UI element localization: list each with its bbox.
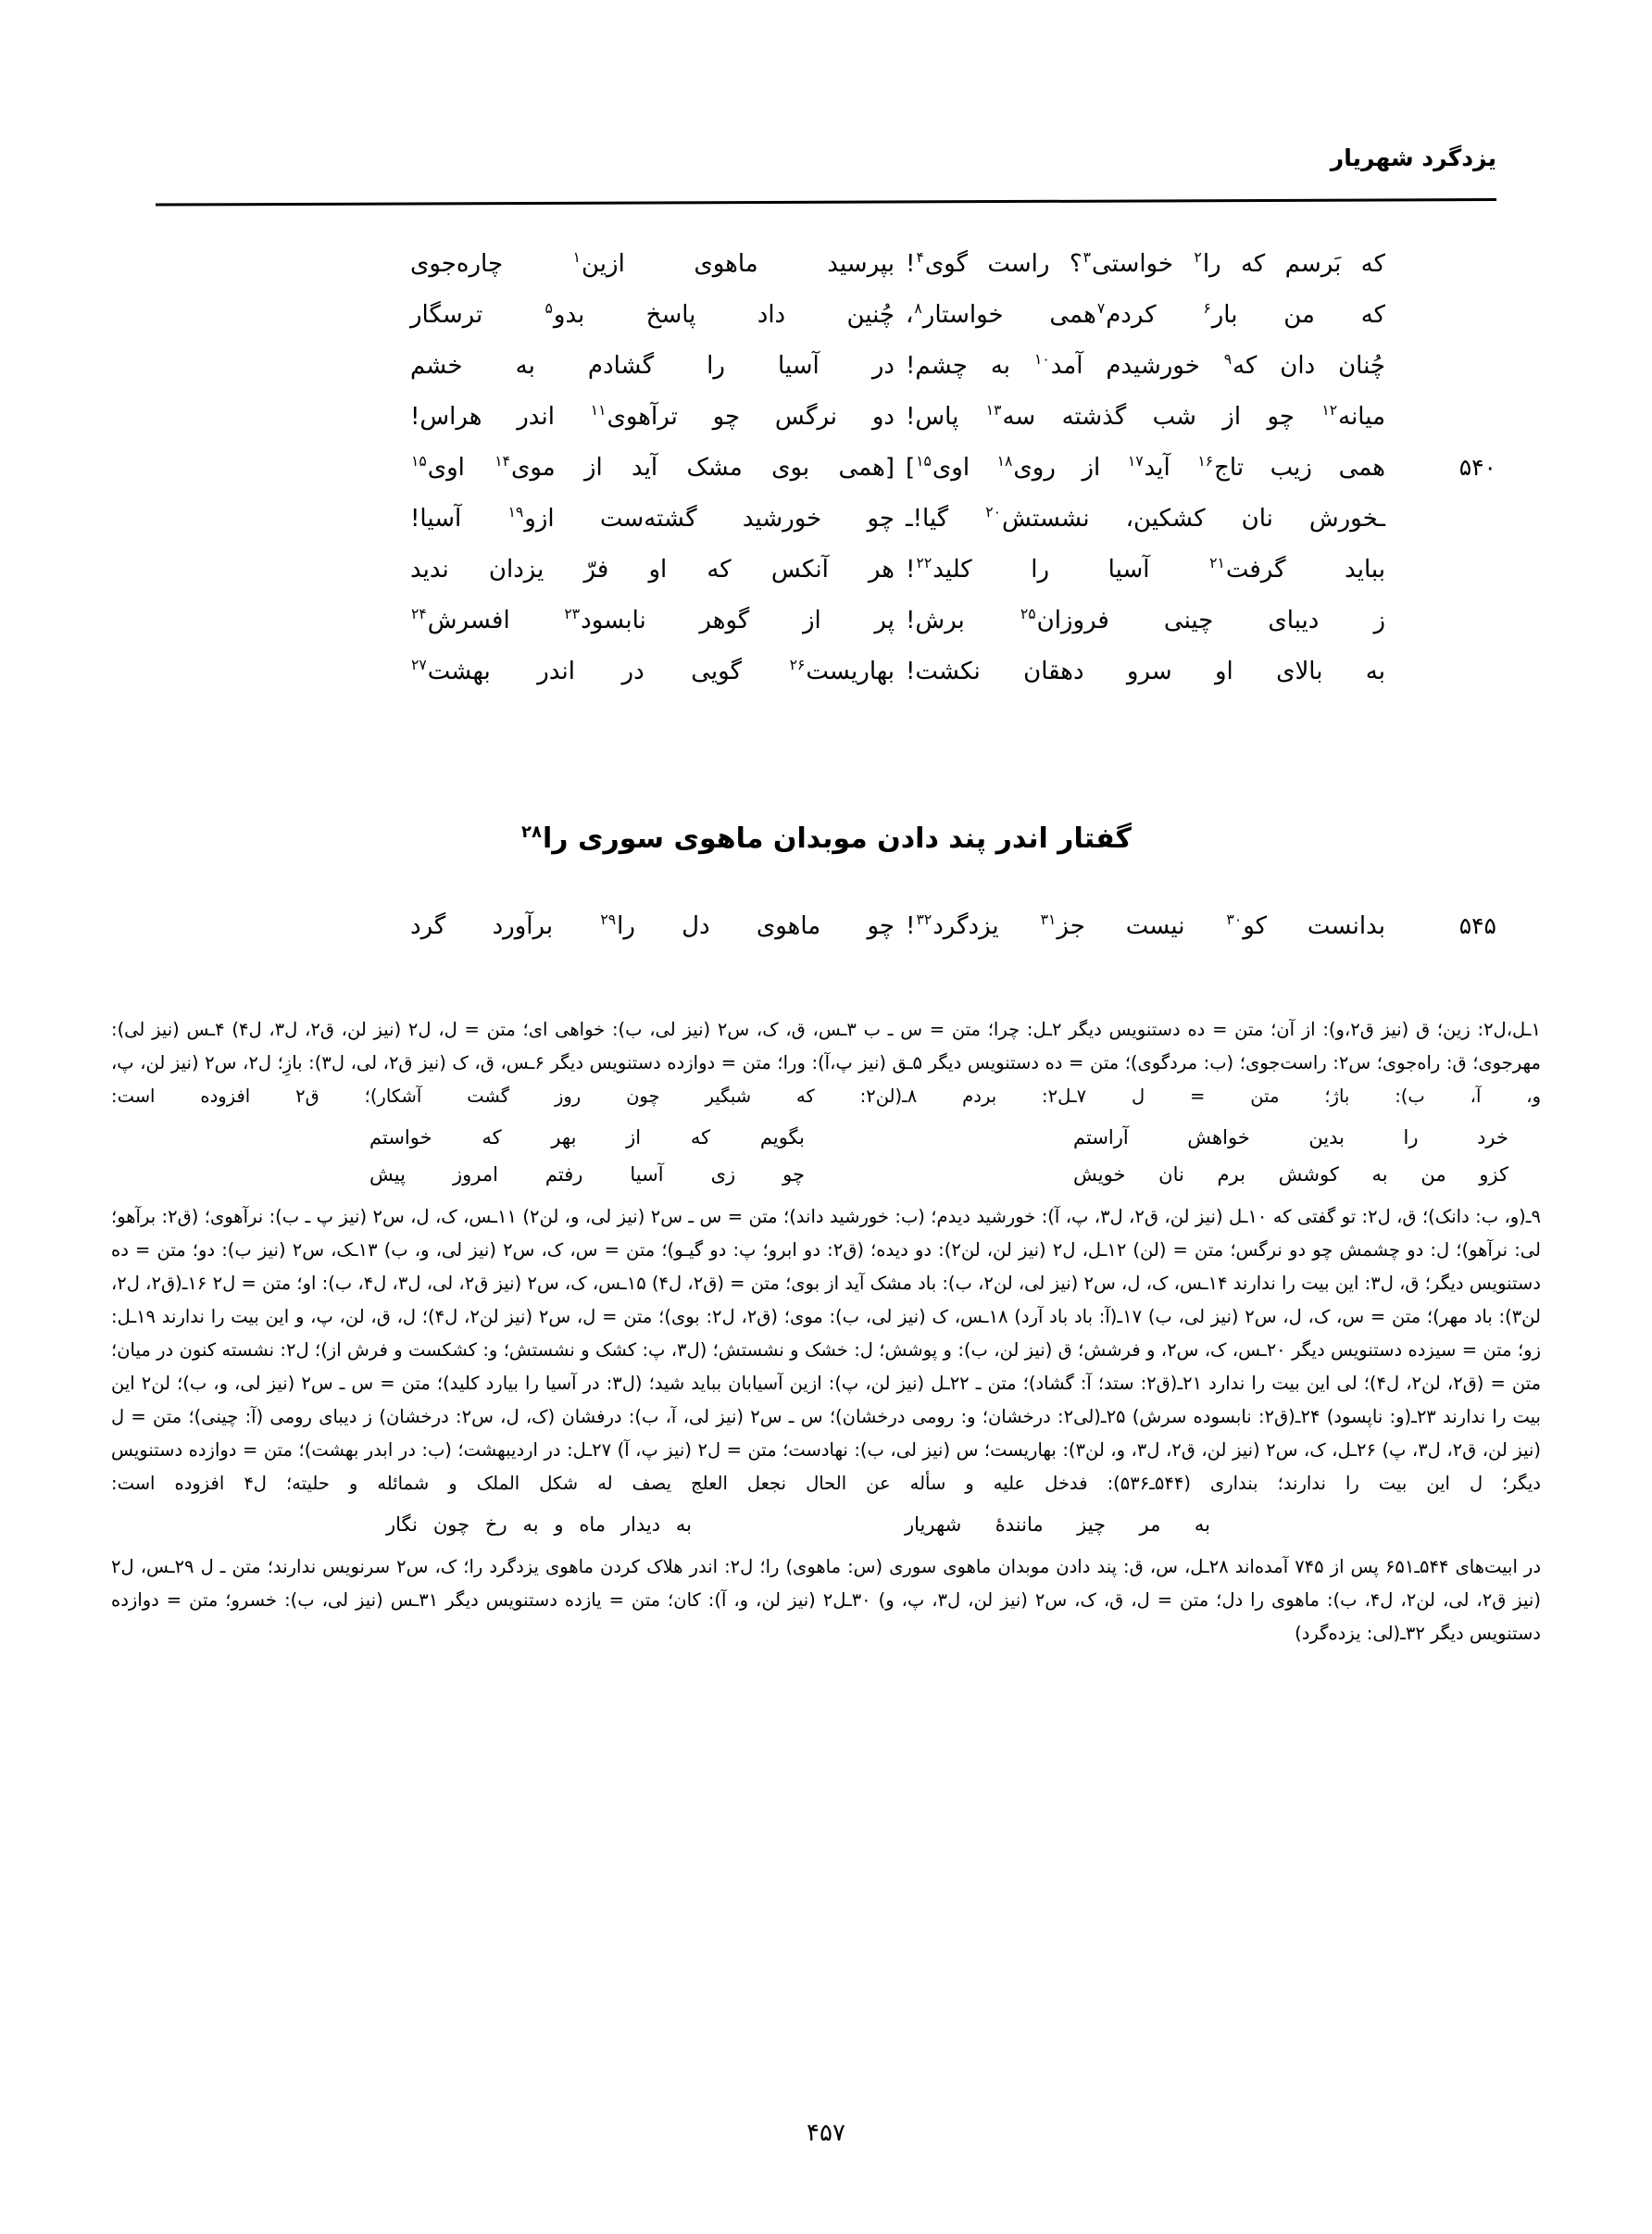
footnote-marker: ۵ — [544, 300, 553, 318]
hemistich-b-tail2: ؟ راست گوی — [924, 250, 1083, 278]
footnote-marker: ۲۶ — [789, 657, 806, 674]
hemistich-b — [900, 556, 1391, 584]
footnote-marker: ۴ — [916, 249, 924, 267]
hemistich-b-text: میانه — [1338, 403, 1385, 431]
hemistich-b-text: به بالای او سرو دهقان نکشت! — [906, 658, 1385, 685]
hemistich-a — [405, 658, 900, 685]
footnote-marker: ۱۲ — [1321, 402, 1338, 420]
hemistich-b-tail: چو از شب گذشته سه — [1002, 403, 1321, 431]
hemistich-b-text: ز دیبای چینی فروزان — [1036, 607, 1386, 634]
verse-row — [156, 912, 1496, 963]
quoted-couplets-block-2 — [111, 1506, 1541, 1543]
footnote-marker: ۲۰ — [985, 504, 1001, 521]
closing-bracket: ] — [906, 454, 916, 482]
hemistich-a-text: چو خورشید گشته‌ست ازو — [524, 505, 895, 533]
hemistich-a — [405, 912, 900, 940]
hemistich-a-tail: گویی در اندر بهشت — [427, 658, 789, 685]
verse-row — [156, 607, 1496, 658]
hemistich-a-text: هر آنکس که او فرّ یزدان ندید — [410, 556, 895, 584]
hemistich-b-text: همی زیب تاج — [1214, 454, 1385, 482]
hemistich-a-text: چو ماهوی دل را — [617, 912, 895, 940]
footnote-marker: ۹ — [1223, 351, 1233, 369]
hemistich-a — [405, 607, 900, 634]
footnote-marker: ۲۴ — [411, 606, 427, 623]
hemistich-a — [405, 301, 900, 329]
verse-row — [156, 454, 1496, 505]
apparatus-paragraph-2: ۹ـ(و، ب: دانک)؛ ق، ل۲: تو گفتی که ۱۰ـل (نیز لن، ق۲، ل۳، پ، آ): خورشید دیدم؛ (ب: خورشید داند)؛ متن = س ـ س۲ (نیز لی، و، لن۲) ۱۱ـس، ک، ل، س۲ (نیز پ ـ ب): نرآهوی؛ (ق۲: برآهو؛ لی: نرآهو)؛ ل: دو چشمش چو دو نرگس؛ متن = (لن) ۱۲ـل، ل۲ (نیز لن، لن۲): دو دیده؛ (ق۲: دو ابرو؛ پ: دو گیـو)؛ متن = س، ک، س۲ (نیز لی، و، ب) ۱۳ـک، س۲ (نیز ب): دو؛ متن = ده دستنویس دیگر؛ ق، ل۳: این بیت را ندارند ۱۴ـس، ک، ل، س۲ (نیز لی، لن۲، ب): باد مشک آید از بوی؛ متن = (ق۲، ل۴) ۱۵ـس، ک، س۲ (نیز ق۲، لی، ل۳، ل۴، ب): او؛ متن = ل۲ ۱۶ـ(ق۲، ل۲، لن۳): باد مهر)؛ متن = س، ک، ل، س۲ (نیز لی، ب) ۱۷ـ(آ: باد باد آرد) ۱۸ـس، ک (نیز لی، ب): موی؛ (ق۲، ل۲: بوی)؛ متن = ل، س۲ (نیز لن۲، ل۴)؛ ل، ق، لن، پ، و این بیت را ندارند ۱۹ـل: زو؛ متن = سیزده دستنویس دیگر ۲۰ـس، ک، س۲، و فرشش؛ ق (نیز لن، ب): و پوشش؛ ل: خشک و نشستش؛ (ل۳، پ: کشک و نشستش؛ و: کشکست و فرش از)؛ ل۲: نشسته کنون در میان؛ متن = (ق۲، لن۲، ل۴)؛ لی این بیت را ندارد ۲۱ـ(ق۲: ستد؛ آ: گشاد)؛ متن ـ ۲۲ـل (نیز لن، پ): ازین آسیابان بباید شید؛ (ل۳: در آسیا را بیارد کلید)؛ متن = س ـ س۲ (نیز لی، و، ب)؛ لن۲ این بیت را ندارند ۲۳ـ(و: ناپسود) ۲۴ـ(ق۲: نابسوده سرش) ۲۵ـ(لی۲: درخشان؛ و: رومی درخشان)؛ س ـ س۲ (نیز لی، آ، ب): درفشان (ک، ل، س۲: درخشان) ز دیبای رومی (آ: چینی)؛ متن = ل (نیز لن، ق۲، ل۳، پ) ۲۶ـل، ک، س۲ (نیز لن، ق۲، ل۳، و، لن۳): بهاریست؛ س (نیز لی، ب): نهادست؛ متن = ل۲ (نیز پ، آ) ۲۷ـل: در اردیبهشت؛ (ب: در ابدر بهشت)؛ متن = دوازده دستنویس دیگر؛ ل این بیت را ندارند؛ بنداری (۵۴۴ـ۵۳۶): فدخل علیه و سأله عن الحال نجعل العلج یصف له شکل الملک و شمائله و حلیته؛ ل۴ افزوده است: — [111, 1206, 1542, 1494]
apparatus-paragraph-3: در ابیت‌های ۵۴۴ـ۶۵۱ پس از ۷۴۵ آمده‌اند ۲۸ـل، س، ق: پند دادن موبدان ماهوی سوری (س: ماهوی) را؛ ل۲: اندر هلاک کردن ماهوی یزدگرد را؛ ک، س۲ سرنویس ندارند؛ متن ـ ل ۲۹ـس، ل۲ (نیز ق۲، لی، لن۲، ل۴، ب): ماهوی را دل؛ متن = ل، ق، ک، س۲ (نیز لن، ل۳، پ، و) ۳۰ـل۲ (نیز لن، و، آ): کان؛ متن = یازده دستنویس دیگر ۳۱ـس (نیز لی، ب): خسرو؛ متن = دوازده دستنویس دیگر ۳۲ـ(لی: یزده‌گرد) — [111, 1556, 1542, 1644]
footnote-marker: ۱۸ — [996, 453, 1013, 471]
verse-row — [156, 352, 1496, 403]
hemistich-a — [405, 454, 900, 482]
hemistich-a-tail: برآورد گرد — [410, 912, 600, 940]
verse-number: ۵۴۵ — [1458, 912, 1496, 939]
hemistich-b — [900, 658, 1391, 685]
footnote-marker: ۲۸ — [520, 822, 542, 842]
hemistich-a-tail: اوی — [427, 454, 494, 482]
footnote-marker: ۳۰ — [1226, 911, 1243, 929]
verse-number: ۵۴۰ — [1458, 454, 1496, 481]
hemistich-a-tail: اندر هراس! — [410, 403, 590, 431]
footnote-marker: ۸ — [914, 300, 922, 318]
hemistich-b-tail: کردم — [1106, 301, 1203, 329]
quoted-hemistich-a: چو زی آسیا رفتم امروز پیش — [369, 1163, 805, 1186]
footnote-marker: ۱۵ — [411, 453, 427, 471]
footnote-marker: ۲۳ — [564, 606, 581, 623]
hemistich-a-tail: چاره‌جوی — [410, 250, 572, 278]
quoted-hemistich-a: بگویم که از بهر که خواستم — [369, 1126, 805, 1148]
footnote-marker: ۷ — [1096, 300, 1106, 318]
hemistich-b-tail: آسیا را کلید — [932, 556, 1209, 584]
running-head-area — [156, 144, 1496, 219]
footnote-marker: ۱۹ — [507, 504, 524, 521]
hemistich-a-tail: افسرش — [427, 607, 564, 634]
hemistich-a-text: در آسیا را گشادم به خشم — [410, 352, 895, 380]
folio-number: ۴۵۷ — [807, 2119, 845, 2147]
quoted-hemistich-b: کزو من به کوشش برم نان خویش — [1073, 1163, 1508, 1186]
hemistich-b-tail2: ! — [906, 556, 916, 584]
verse-row — [156, 556, 1496, 607]
hemistich-a-text: بپرسید ماهوی ازین — [582, 250, 895, 278]
hemistich-b-tail2: همی خواستار — [922, 301, 1096, 329]
verse-row — [156, 505, 1496, 556]
hemistich-b-tail2: یزدگرد — [932, 912, 1040, 940]
hemistich-b-text: که بَرسم که را — [1202, 250, 1385, 278]
hemistich-a-text: چُنین داد پاسخ بدو — [553, 301, 895, 329]
footnote-marker: ۲۲ — [916, 555, 932, 572]
verse-row — [156, 301, 1496, 352]
hemistich-b-tail: برش! — [906, 607, 1020, 634]
hemistich-b-text: ـخورش نان کشکین، نشستش — [1001, 505, 1386, 533]
quoted-hemistich-a: به دیدار ماه و به رخ چون نگار — [386, 1513, 692, 1536]
footnote-marker: ۶ — [1203, 300, 1211, 318]
hemistich-b-tail3: اوی — [932, 454, 996, 482]
hemistich-a-text: پر از گوهر نابسود — [581, 607, 895, 634]
running-head-title: یزدگرد شهریار — [1330, 144, 1496, 171]
footnote-marker: ۱۰ — [1033, 351, 1050, 369]
footnote-marker: ۱۳ — [985, 402, 1002, 420]
footnote-marker: ۲۵ — [1020, 606, 1036, 623]
hemistich-b — [900, 505, 1391, 533]
verse-row — [156, 403, 1496, 454]
hemistich-b-tail: آید — [1144, 454, 1197, 482]
hemistich-a-text: بهاریست — [806, 658, 895, 685]
hemistich-a-text: [همی بوی مشک آید از موی — [510, 454, 895, 482]
hemistich-b — [900, 250, 1391, 278]
hemistich-b-tail: خواستی — [1092, 250, 1194, 278]
footnote-marker: ۱۷ — [1127, 453, 1144, 471]
footnote-marker: ۲۱ — [1209, 555, 1225, 572]
critical-apparatus — [111, 1013, 1541, 1650]
hemistich-b-tail3: ! — [906, 912, 916, 940]
section-heading-text: گفتار اندر پند دادن موبدان ماهوی سوری را — [542, 822, 1133, 855]
quoted-hemistich-b: به مر چیز مانندهٔ شهریار — [905, 1513, 1210, 1536]
quoted-verse-row — [111, 1119, 1541, 1156]
hemistich-b-tail: گیا!ـ — [906, 505, 985, 533]
verse-545-block — [156, 912, 1496, 963]
hemistich-b — [900, 301, 1391, 329]
hemistich-b — [900, 607, 1391, 634]
footnote-marker: ۲۷ — [411, 657, 427, 674]
footnote-marker: ۲۹ — [600, 911, 617, 929]
footnote-marker: ۳۱ — [1040, 911, 1057, 929]
hemistich-b-text: بدانست کو — [1243, 912, 1385, 940]
quoted-hemistich-b: خرد را بدین خواهش آراستم — [1073, 1126, 1508, 1148]
hemistich-b-text: چُنان دان که — [1233, 352, 1385, 380]
footnote-marker: ۳۲ — [916, 911, 932, 929]
footnote-marker: ۱۴ — [494, 453, 510, 471]
footnote-marker-closing: ۱۵ — [916, 453, 932, 471]
hemistich-a-tail: آسیا! — [410, 505, 507, 533]
footnote-marker: ۱۶ — [1197, 453, 1214, 471]
hemistich-a-tail: ترسگار — [410, 301, 544, 329]
hemistich-a — [405, 505, 900, 533]
verse-row — [156, 250, 1496, 301]
hemistich-b-tail2: به چشم! — [906, 352, 1033, 380]
quoted-couplets-block-1 — [111, 1119, 1541, 1193]
hemistich-b — [900, 454, 1391, 482]
footnote-marker: ۲ — [1194, 249, 1202, 267]
hemistich-b-text: که من بار — [1211, 301, 1386, 329]
section-heading — [156, 822, 1496, 855]
hemistich-b-tail2: از روی — [1013, 454, 1127, 482]
hemistich-a — [405, 556, 900, 584]
hemistich-a — [405, 403, 900, 431]
hemistich-a-text: دو نرگس چو ترآهوی — [607, 403, 895, 431]
hemistich-a — [405, 250, 900, 278]
hemistich-b-tail3: ! — [906, 250, 916, 278]
quoted-verse-row — [111, 1506, 1541, 1543]
hemistich-a — [405, 352, 900, 380]
quoted-verse-row — [111, 1156, 1541, 1193]
verse-block — [156, 250, 1496, 709]
hemistich-b-tail3: ، — [906, 301, 914, 329]
header-rule — [156, 198, 1496, 207]
hemistich-b — [900, 403, 1391, 431]
footnote-marker: ۳ — [1083, 249, 1092, 267]
hemistich-b-tail: خورشیدم آمد — [1050, 352, 1223, 380]
footnote-marker: ۱۱ — [590, 402, 607, 420]
hemistich-b-tail: نیست جز — [1057, 912, 1226, 940]
hemistich-b — [900, 352, 1391, 380]
hemistich-b-text: بباید گرفت — [1225, 556, 1386, 584]
hemistich-b-tail2: پاس! — [906, 403, 985, 431]
hemistich-b — [900, 912, 1391, 940]
verse-row — [156, 658, 1496, 709]
apparatus-paragraph-1: ۱ـل،ل۲: زین؛ ق (نیز ق۲،و): از آن؛ متن = ده دستنویس دیگر ۲ـل: چرا؛ متن = س ـ ب ۳ـس، ق، ک، س۲ (نیز لی، ب): خواهی ای؛ متن = ل، ل۲ (نیز لن، ق۲، ل۳، ل۴) ۴ـس (نیز لی): مهرجوی؛ ق: راه‌جوی؛ س۲: راست‌جوی؛ (ب: مردگوی)؛ متن = ده دستنویس دیگر ۵ـق (نیز پ،آ): ورا؛ متن = دوازده دستنویس دیگر ۶ـس، ق، ک (نیز ق۲، لی، ل۳): بازِ؛ ل۲، س۲ (نیز لن، پ، و، آ، ب): باژ؛ متن = ل ۷ـل۲: بردم ۸ـ(لن۲: که شبگیر چون روز گشت آشکار)؛ ق۲ افزوده است: — [111, 1019, 1542, 1107]
footnote-marker: ۱ — [572, 249, 581, 267]
